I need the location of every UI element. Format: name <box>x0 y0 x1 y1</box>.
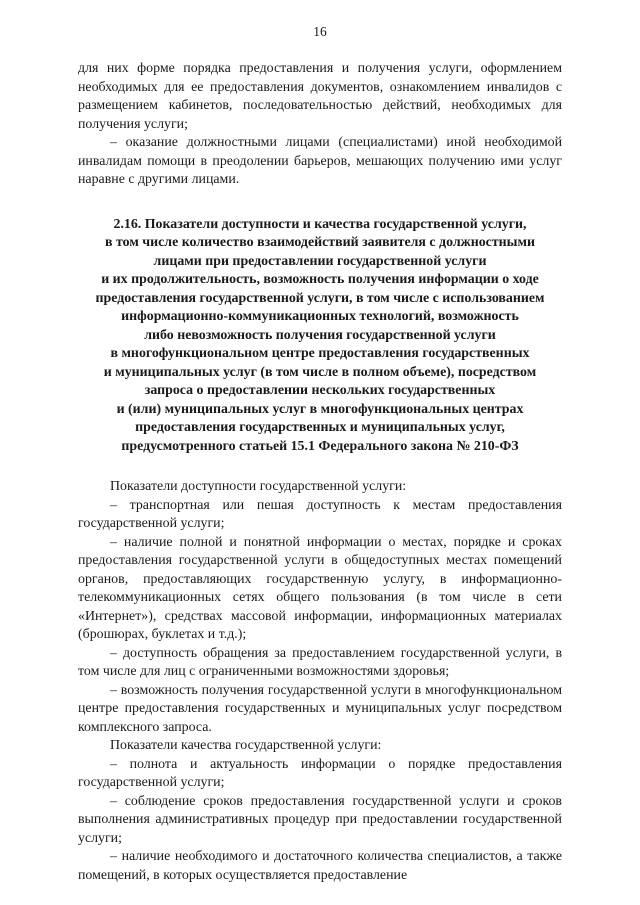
list-item-staff-sufficiency: – наличие необходимого и достаточного количества специалистов, а также помещений, в которых осуществляется предоставление <box>78 849 562 883</box>
list-item-mfc-option: – возможность получения государственной услуги в многофункциональном центре предоставления государственных и муниципальных услуг посредством комплексного запроса. <box>78 682 562 735</box>
heading-line: предусмотренного статьей 15.1 Федерального закона № 210-ФЗ <box>121 438 519 454</box>
heading-line: предоставления государственной услуги, в том числе с использованием <box>95 290 545 306</box>
heading-line: лицами при предоставлении государственной услуги <box>153 253 487 269</box>
heading-line: и муниципальных услуг (в том числе в полном объеме), посредством <box>103 364 537 380</box>
heading-line: в том числе количество взаимодействий заявителя с должностными <box>105 235 535 250</box>
heading-line: запроса о предоставлении нескольких государственных <box>144 383 496 398</box>
page-number: 16 <box>313 24 327 39</box>
list-item-appeal-access: – доступность обращения за предоставлением государственной услуги, в том числе для лиц с ограниченными возможностями здоровья; <box>78 645 562 679</box>
heading-line: предоставления государственных и муниципальных услуг, <box>135 420 505 435</box>
heading-line: и (или) муниципальных услуг в многофункциональных центрах <box>116 401 524 417</box>
section-heading-2-16 <box>78 216 562 457</box>
document-body <box>78 60 562 885</box>
subheading-quality-indicators: Показатели качества государственной услуги: <box>110 738 382 753</box>
list-item-information-completeness: – полнота и актуальность информации о порядке предоставления государственной услуги; <box>78 756 562 790</box>
heading-line: в многофункциональном центре предоставления государственных <box>110 346 530 361</box>
heading-line: и их продолжительность, возможность получения информации о ходе <box>101 272 539 287</box>
heading-line: 2.16. Показатели доступности и качества государственной услуги, <box>113 216 527 232</box>
heading-line: либо невозможность получения государственной услуги <box>144 327 496 343</box>
list-item-transport-access: – транспортная или пешая доступность к местам предоставления государственной услуги; <box>78 497 562 531</box>
list-item-assistance: – оказание должностными лицами (специалистами) иной необходимой инвалидам помощи в преодолении барьеров, мешающих получению ими услуг наравне с другими лицами. <box>78 135 562 187</box>
list-item-information-availability: – наличие полной и понятной информации о местах, порядке и сроках предоставления государственной услуги в общедоступных местах помещений органов, предоставляющих государственную услугу, в информационно-телекоммуникационных сетях общего пользования (в том числе в сети «Интернет»), средствах массовой информации, информационных материалах (брошюрах, буклетах и т.д.); <box>78 534 562 642</box>
subheading-accessibility-indicators: Показатели доступности государственной услуги: <box>110 479 407 494</box>
heading-line: информационно-коммуникационных технологий, возможность <box>121 309 519 324</box>
list-item-deadline-compliance: – соблюдение сроков предоставления государственной услуги и сроков выполнения административных процедур при предоставлении государственной услуги; <box>78 793 562 846</box>
paragraph-continued: для них форме порядка предоставления и получения услуги, оформлением необходимых для ее предоставления документов, ознакомлением инвалидов с размещением кабинетов, последовательностью действий, необходимых для получения услуги; <box>78 61 562 132</box>
